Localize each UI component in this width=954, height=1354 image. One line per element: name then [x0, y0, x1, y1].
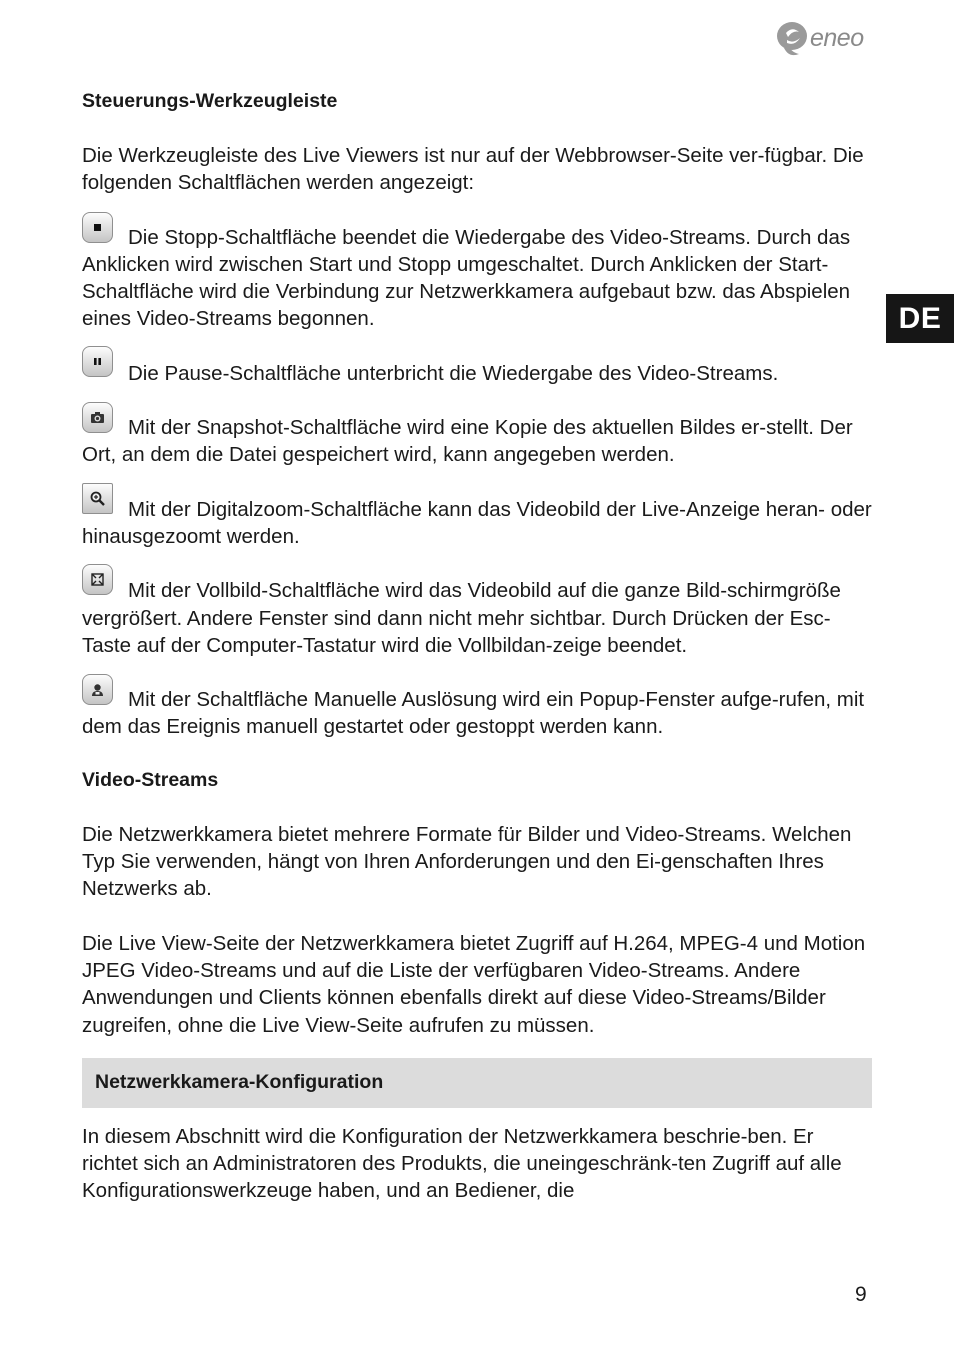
brand-name: eneo: [810, 23, 864, 52]
fullscreen-text: Mit der Vollbild-Schaltfläche wird das Videobild auf die ganze Bild-schirmgröße vergrößert. Andere Fenster sind dann nicht mehr sichtbar. Durch Drücken der Esc-Taste auf der Computer-Tastatur wird die Vollbildan-zeige beendet.: [82, 579, 841, 657]
trigger-icon: [82, 674, 113, 705]
video-streams-paragraph-2: Die Live View-Seite der Netzwerkkamera bietet Zugriff auf H.264, MPEG-4 und Motion JPEG Video-Streams und auf die Liste der verfügbaren Video-Streams. Andere Anwendungen und Clients können ebenfalls direkt auf diese Video-Streams/Bilder zugreifen, ohne die Live View-Seite aufrufen zu müssen.: [82, 931, 866, 1037]
stop-icon: [82, 212, 113, 243]
zoom-button-description: [82, 496, 872, 551]
trigger-button-description: [82, 686, 872, 741]
stop-text: Die Stopp-Schaltfläche beendet die Wiedergabe des Video-Streams. Durch das Anklicken wird zwischen Start und Stopp umgeschaltet. Durch Anklicken der Start-Schaltfläche wird die Verbindung zur Netzwerkkamera aufgebaut bzw. das Abspielen eines Video-Streams begonnen.: [82, 225, 851, 331]
video-streams-heading: Video-Streams: [82, 768, 219, 791]
snapshot-button-description: [82, 414, 872, 469]
page-number: 9: [855, 1283, 867, 1306]
trigger-text: Mit der Schaltfläche Manuelle Auslösung wird ein Popup-Fenster aufge-rufen, mit dem das Ereignis manuell gestartet oder gestoppt werden kann.: [82, 688, 865, 739]
camera-icon: [82, 402, 113, 433]
config-section-header: [82, 1058, 872, 1108]
config-heading: Netzwerkkamera-Konfiguration: [95, 1071, 384, 1094]
pause-text: Die Pause-Schaltfläche unterbricht die Wiedergabe des Video-Streams.: [128, 361, 779, 385]
zoom-icon: [82, 483, 113, 514]
toolbar-intro: Die Werkzeugleiste des Live Viewers ist nur auf der Webbrowser-Seite ver-fügbar. Die folgenden Schaltflächen werden angezeigt:: [82, 144, 864, 195]
video-streams-paragraph-1: Die Netzwerkkamera bietet mehrere Formate für Bilder und Video-Streams. Welchen Typ Sie verwenden, hängt von Ihren Anforderungen und den Ei-genschaften Ihres Netzwerks ab.: [82, 822, 852, 901]
brand-logo: [775, 18, 864, 58]
pause-icon: [82, 346, 113, 377]
fullscreen-icon: [82, 564, 113, 595]
fullscreen-button-description: [82, 577, 872, 659]
pause-button-description: [82, 360, 872, 387]
stop-button-description: [82, 224, 872, 333]
snapshot-text: Mit der Snapshot-Schaltfläche wird eine Kopie des aktuellen Bildes er-stellt. Der Ort, an dem die Datei gespeichert wird, kann angegeben werden.: [82, 416, 853, 467]
config-paragraph: In diesem Abschnitt wird die Konfiguration der Netzwerkkamera beschrie-ben. Er richtet sich an Administratoren des Produkts, die uneingeschränk-ten Zugriff auf alle Konfigurationswerkzeuge haben, und an Bediener, die: [82, 1124, 842, 1203]
language-tab: DE: [886, 294, 954, 343]
eneo-logo-icon: [775, 18, 809, 58]
toolbar-heading: Steuerungs-Werkzeugleiste: [82, 90, 338, 112]
page-content: [82, 88, 872, 1232]
zoom-text: Mit der Digitalzoom-Schaltfläche kann das Videobild der Live-Anzeige heran- oder hinausgezoomt werden.: [82, 497, 872, 548]
